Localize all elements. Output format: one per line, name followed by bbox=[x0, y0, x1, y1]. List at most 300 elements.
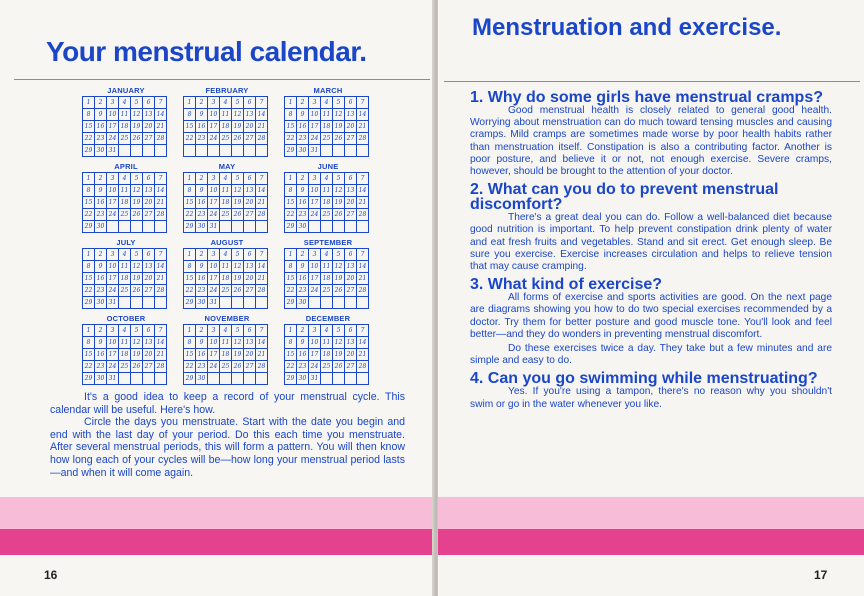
day-cell[interactable] bbox=[119, 297, 131, 309]
day-cell[interactable] bbox=[345, 297, 357, 309]
day-cell[interactable] bbox=[232, 221, 244, 233]
day-cell[interactable]: 7 bbox=[256, 325, 268, 337]
day-cell[interactable] bbox=[119, 373, 131, 385]
day-cell[interactable]: 21 bbox=[357, 197, 369, 209]
day-cell[interactable]: 25 bbox=[321, 361, 333, 373]
day-cell[interactable] bbox=[309, 297, 321, 309]
day-cell[interactable]: 27 bbox=[143, 209, 155, 221]
day-cell[interactable] bbox=[345, 373, 357, 385]
day-cell[interactable]: 5 bbox=[232, 325, 244, 337]
day-cell[interactable]: 2 bbox=[95, 325, 107, 337]
day-cell[interactable]: 18 bbox=[321, 273, 333, 285]
day-cell[interactable]: 2 bbox=[95, 97, 107, 109]
day-cell[interactable]: 6 bbox=[244, 173, 256, 185]
day-cell[interactable] bbox=[220, 221, 232, 233]
day-cell[interactable]: 21 bbox=[357, 121, 369, 133]
day-cell[interactable] bbox=[131, 373, 143, 385]
day-cell[interactable]: 22 bbox=[184, 361, 196, 373]
day-cell[interactable]: 3 bbox=[309, 249, 321, 261]
day-cell[interactable]: 13 bbox=[244, 109, 256, 121]
day-cell[interactable]: 29 bbox=[285, 221, 297, 233]
day-cell[interactable]: 18 bbox=[321, 121, 333, 133]
day-cell[interactable]: 21 bbox=[256, 197, 268, 209]
day-cell[interactable]: 21 bbox=[155, 197, 167, 209]
day-cell[interactable]: 9 bbox=[95, 109, 107, 121]
day-cell[interactable]: 5 bbox=[232, 173, 244, 185]
day-cell[interactable] bbox=[155, 297, 167, 309]
day-cell[interactable]: 5 bbox=[131, 325, 143, 337]
day-cell[interactable]: 16 bbox=[297, 197, 309, 209]
day-cell[interactable]: 5 bbox=[131, 97, 143, 109]
day-cell[interactable]: 4 bbox=[220, 249, 232, 261]
day-cell[interactable]: 8 bbox=[83, 109, 95, 121]
day-cell[interactable] bbox=[357, 297, 369, 309]
day-cell[interactable]: 6 bbox=[143, 97, 155, 109]
day-cell[interactable]: 6 bbox=[244, 325, 256, 337]
day-cell[interactable] bbox=[357, 145, 369, 157]
day-cell[interactable]: 25 bbox=[220, 209, 232, 221]
day-cell[interactable]: 15 bbox=[285, 197, 297, 209]
day-cell[interactable]: 18 bbox=[321, 349, 333, 361]
day-cell[interactable]: 16 bbox=[297, 121, 309, 133]
day-cell[interactable]: 22 bbox=[83, 209, 95, 221]
day-cell[interactable]: 22 bbox=[83, 361, 95, 373]
day-cell[interactable]: 19 bbox=[131, 349, 143, 361]
day-cell[interactable]: 17 bbox=[208, 349, 220, 361]
day-cell[interactable]: 4 bbox=[119, 249, 131, 261]
day-cell[interactable]: 14 bbox=[155, 109, 167, 121]
day-cell[interactable]: 12 bbox=[333, 109, 345, 121]
day-cell[interactable]: 25 bbox=[321, 133, 333, 145]
day-cell[interactable]: 24 bbox=[208, 133, 220, 145]
day-cell[interactable]: 28 bbox=[357, 285, 369, 297]
day-cell[interactable] bbox=[184, 145, 196, 157]
day-cell[interactable]: 8 bbox=[83, 261, 95, 273]
day-cell[interactable]: 1 bbox=[83, 325, 95, 337]
day-cell[interactable] bbox=[256, 373, 268, 385]
day-cell[interactable]: 30 bbox=[95, 145, 107, 157]
day-cell[interactable]: 18 bbox=[220, 121, 232, 133]
day-cell[interactable]: 7 bbox=[155, 325, 167, 337]
day-cell[interactable]: 17 bbox=[107, 273, 119, 285]
day-cell[interactable]: 27 bbox=[345, 133, 357, 145]
day-cell[interactable] bbox=[155, 373, 167, 385]
day-cell[interactable]: 23 bbox=[95, 133, 107, 145]
day-cell[interactable]: 15 bbox=[184, 349, 196, 361]
day-cell[interactable] bbox=[232, 145, 244, 157]
day-cell[interactable]: 4 bbox=[321, 97, 333, 109]
day-cell[interactable]: 30 bbox=[297, 297, 309, 309]
day-cell[interactable]: 27 bbox=[143, 285, 155, 297]
day-cell[interactable]: 4 bbox=[321, 325, 333, 337]
day-cell[interactable]: 18 bbox=[119, 121, 131, 133]
day-cell[interactable]: 1 bbox=[184, 97, 196, 109]
day-cell[interactable]: 3 bbox=[309, 325, 321, 337]
day-cell[interactable] bbox=[321, 297, 333, 309]
day-cell[interactable]: 16 bbox=[95, 197, 107, 209]
day-cell[interactable]: 17 bbox=[107, 349, 119, 361]
day-cell[interactable]: 17 bbox=[208, 197, 220, 209]
day-cell[interactable]: 26 bbox=[232, 361, 244, 373]
day-cell[interactable]: 15 bbox=[83, 121, 95, 133]
day-cell[interactable]: 5 bbox=[333, 173, 345, 185]
day-cell[interactable]: 8 bbox=[184, 261, 196, 273]
day-cell[interactable]: 25 bbox=[119, 209, 131, 221]
day-cell[interactable] bbox=[333, 297, 345, 309]
day-cell[interactable]: 25 bbox=[119, 285, 131, 297]
day-cell[interactable]: 16 bbox=[297, 273, 309, 285]
day-cell[interactable]: 31 bbox=[107, 297, 119, 309]
day-cell[interactable]: 20 bbox=[244, 197, 256, 209]
day-cell[interactable]: 20 bbox=[143, 349, 155, 361]
day-cell[interactable]: 13 bbox=[143, 337, 155, 349]
day-cell[interactable]: 13 bbox=[143, 185, 155, 197]
day-cell[interactable]: 26 bbox=[333, 361, 345, 373]
day-cell[interactable]: 13 bbox=[345, 261, 357, 273]
day-cell[interactable]: 4 bbox=[119, 173, 131, 185]
day-cell[interactable]: 13 bbox=[143, 109, 155, 121]
day-cell[interactable]: 11 bbox=[119, 337, 131, 349]
day-cell[interactable]: 24 bbox=[208, 209, 220, 221]
day-cell[interactable]: 8 bbox=[184, 185, 196, 197]
day-cell[interactable]: 15 bbox=[83, 197, 95, 209]
day-cell[interactable]: 30 bbox=[196, 221, 208, 233]
day-cell[interactable]: 8 bbox=[285, 109, 297, 121]
day-cell[interactable]: 30 bbox=[95, 221, 107, 233]
day-cell[interactable]: 20 bbox=[244, 273, 256, 285]
day-cell[interactable]: 17 bbox=[107, 121, 119, 133]
day-cell[interactable]: 6 bbox=[244, 249, 256, 261]
day-cell[interactable]: 17 bbox=[309, 349, 321, 361]
day-cell[interactable]: 2 bbox=[297, 173, 309, 185]
day-cell[interactable]: 11 bbox=[119, 109, 131, 121]
day-cell[interactable]: 26 bbox=[333, 285, 345, 297]
day-cell[interactable]: 28 bbox=[155, 209, 167, 221]
day-cell[interactable]: 17 bbox=[208, 121, 220, 133]
day-cell[interactable]: 10 bbox=[107, 337, 119, 349]
day-cell[interactable]: 28 bbox=[155, 361, 167, 373]
day-cell[interactable]: 23 bbox=[95, 361, 107, 373]
day-cell[interactable] bbox=[107, 221, 119, 233]
day-cell[interactable]: 18 bbox=[119, 197, 131, 209]
day-cell[interactable]: 1 bbox=[184, 325, 196, 337]
day-cell[interactable]: 15 bbox=[285, 273, 297, 285]
day-cell[interactable]: 18 bbox=[119, 349, 131, 361]
day-cell[interactable]: 3 bbox=[107, 173, 119, 185]
day-cell[interactable]: 22 bbox=[285, 133, 297, 145]
day-cell[interactable]: 14 bbox=[357, 109, 369, 121]
day-cell[interactable]: 17 bbox=[208, 273, 220, 285]
day-cell[interactable]: 27 bbox=[244, 133, 256, 145]
day-cell[interactable]: 10 bbox=[309, 261, 321, 273]
day-cell[interactable]: 3 bbox=[107, 325, 119, 337]
day-cell[interactable]: 31 bbox=[107, 145, 119, 157]
day-cell[interactable] bbox=[256, 221, 268, 233]
day-cell[interactable]: 11 bbox=[220, 337, 232, 349]
day-cell[interactable]: 1 bbox=[285, 325, 297, 337]
day-cell[interactable] bbox=[208, 373, 220, 385]
day-cell[interactable]: 5 bbox=[131, 249, 143, 261]
day-cell[interactable] bbox=[244, 297, 256, 309]
day-cell[interactable]: 16 bbox=[196, 349, 208, 361]
day-cell[interactable]: 9 bbox=[196, 109, 208, 121]
day-cell[interactable]: 28 bbox=[357, 133, 369, 145]
day-cell[interactable] bbox=[131, 145, 143, 157]
day-cell[interactable]: 28 bbox=[155, 285, 167, 297]
day-cell[interactable]: 19 bbox=[232, 121, 244, 133]
day-cell[interactable] bbox=[220, 373, 232, 385]
day-cell[interactable]: 30 bbox=[196, 373, 208, 385]
day-cell[interactable]: 1 bbox=[83, 249, 95, 261]
day-cell[interactable]: 21 bbox=[357, 349, 369, 361]
day-cell[interactable] bbox=[143, 145, 155, 157]
day-cell[interactable]: 9 bbox=[196, 261, 208, 273]
day-cell[interactable] bbox=[357, 221, 369, 233]
day-cell[interactable]: 24 bbox=[107, 361, 119, 373]
day-cell[interactable]: 8 bbox=[285, 185, 297, 197]
day-cell[interactable]: 20 bbox=[345, 121, 357, 133]
day-cell[interactable]: 24 bbox=[309, 361, 321, 373]
day-cell[interactable]: 6 bbox=[345, 97, 357, 109]
day-cell[interactable]: 9 bbox=[196, 337, 208, 349]
day-cell[interactable] bbox=[232, 373, 244, 385]
day-cell[interactable]: 1 bbox=[184, 173, 196, 185]
day-cell[interactable]: 19 bbox=[333, 197, 345, 209]
day-cell[interactable]: 7 bbox=[256, 173, 268, 185]
day-cell[interactable]: 14 bbox=[256, 337, 268, 349]
day-cell[interactable]: 21 bbox=[155, 273, 167, 285]
day-cell[interactable]: 6 bbox=[345, 325, 357, 337]
day-cell[interactable] bbox=[357, 373, 369, 385]
day-cell[interactable]: 26 bbox=[131, 361, 143, 373]
day-cell[interactable]: 19 bbox=[333, 121, 345, 133]
day-cell[interactable]: 27 bbox=[244, 209, 256, 221]
day-cell[interactable]: 12 bbox=[232, 185, 244, 197]
day-cell[interactable]: 10 bbox=[309, 337, 321, 349]
day-cell[interactable]: 27 bbox=[345, 285, 357, 297]
day-cell[interactable]: 13 bbox=[345, 337, 357, 349]
day-cell[interactable]: 17 bbox=[107, 197, 119, 209]
day-cell[interactable]: 28 bbox=[256, 361, 268, 373]
day-cell[interactable]: 15 bbox=[285, 121, 297, 133]
day-cell[interactable]: 14 bbox=[256, 185, 268, 197]
day-cell[interactable]: 23 bbox=[297, 133, 309, 145]
day-cell[interactable]: 15 bbox=[184, 197, 196, 209]
day-cell[interactable]: 19 bbox=[333, 349, 345, 361]
day-cell[interactable]: 18 bbox=[321, 197, 333, 209]
day-cell[interactable]: 22 bbox=[184, 133, 196, 145]
day-cell[interactable] bbox=[244, 373, 256, 385]
day-cell[interactable]: 21 bbox=[155, 349, 167, 361]
day-cell[interactable]: 18 bbox=[220, 273, 232, 285]
day-cell[interactable]: 27 bbox=[143, 133, 155, 145]
day-cell[interactable]: 2 bbox=[297, 249, 309, 261]
day-cell[interactable]: 26 bbox=[333, 133, 345, 145]
day-cell[interactable]: 9 bbox=[95, 261, 107, 273]
day-cell[interactable] bbox=[119, 145, 131, 157]
day-cell[interactable] bbox=[220, 145, 232, 157]
day-cell[interactable]: 20 bbox=[345, 349, 357, 361]
day-cell[interactable] bbox=[131, 221, 143, 233]
day-cell[interactable]: 3 bbox=[309, 97, 321, 109]
day-cell[interactable]: 11 bbox=[220, 109, 232, 121]
day-cell[interactable]: 28 bbox=[155, 133, 167, 145]
day-cell[interactable]: 9 bbox=[297, 337, 309, 349]
day-cell[interactable] bbox=[143, 373, 155, 385]
day-cell[interactable]: 2 bbox=[196, 325, 208, 337]
day-cell[interactable]: 26 bbox=[232, 285, 244, 297]
day-cell[interactable] bbox=[244, 145, 256, 157]
day-cell[interactable]: 6 bbox=[345, 249, 357, 261]
day-cell[interactable]: 8 bbox=[184, 337, 196, 349]
day-cell[interactable]: 29 bbox=[184, 373, 196, 385]
day-cell[interactable]: 4 bbox=[220, 173, 232, 185]
day-cell[interactable]: 7 bbox=[256, 249, 268, 261]
day-cell[interactable]: 23 bbox=[297, 285, 309, 297]
day-cell[interactable]: 11 bbox=[321, 109, 333, 121]
day-cell[interactable]: 27 bbox=[143, 361, 155, 373]
day-cell[interactable]: 5 bbox=[232, 97, 244, 109]
day-cell[interactable]: 30 bbox=[297, 145, 309, 157]
day-cell[interactable]: 10 bbox=[208, 337, 220, 349]
day-cell[interactable]: 7 bbox=[256, 97, 268, 109]
day-cell[interactable]: 14 bbox=[357, 261, 369, 273]
day-cell[interactable] bbox=[220, 297, 232, 309]
day-cell[interactable]: 16 bbox=[297, 349, 309, 361]
day-cell[interactable]: 1 bbox=[184, 249, 196, 261]
day-cell[interactable]: 1 bbox=[285, 97, 297, 109]
day-cell[interactable]: 30 bbox=[297, 373, 309, 385]
day-cell[interactable]: 10 bbox=[107, 261, 119, 273]
day-cell[interactable]: 4 bbox=[119, 97, 131, 109]
day-cell[interactable]: 21 bbox=[256, 273, 268, 285]
day-cell[interactable]: 27 bbox=[244, 285, 256, 297]
day-cell[interactable] bbox=[143, 221, 155, 233]
day-cell[interactable]: 8 bbox=[83, 337, 95, 349]
day-cell[interactable]: 14 bbox=[155, 261, 167, 273]
day-cell[interactable]: 29 bbox=[285, 373, 297, 385]
day-cell[interactable]: 6 bbox=[143, 249, 155, 261]
day-cell[interactable]: 19 bbox=[232, 197, 244, 209]
day-cell[interactable]: 10 bbox=[208, 261, 220, 273]
day-cell[interactable]: 28 bbox=[256, 285, 268, 297]
day-cell[interactable]: 12 bbox=[131, 261, 143, 273]
day-cell[interactable]: 10 bbox=[107, 185, 119, 197]
day-cell[interactable]: 9 bbox=[95, 185, 107, 197]
day-cell[interactable]: 13 bbox=[244, 337, 256, 349]
day-cell[interactable]: 28 bbox=[357, 209, 369, 221]
day-cell[interactable]: 26 bbox=[131, 133, 143, 145]
day-cell[interactable]: 23 bbox=[196, 361, 208, 373]
day-cell[interactable] bbox=[309, 221, 321, 233]
day-cell[interactable]: 16 bbox=[95, 273, 107, 285]
day-cell[interactable]: 3 bbox=[107, 249, 119, 261]
day-cell[interactable]: 29 bbox=[83, 221, 95, 233]
day-cell[interactable]: 27 bbox=[345, 361, 357, 373]
day-cell[interactable]: 22 bbox=[184, 209, 196, 221]
day-cell[interactable] bbox=[119, 221, 131, 233]
day-cell[interactable]: 1 bbox=[83, 97, 95, 109]
day-cell[interactable]: 24 bbox=[309, 209, 321, 221]
day-cell[interactable]: 26 bbox=[232, 133, 244, 145]
day-cell[interactable]: 29 bbox=[83, 373, 95, 385]
day-cell[interactable]: 30 bbox=[297, 221, 309, 233]
day-cell[interactable]: 9 bbox=[297, 261, 309, 273]
day-cell[interactable]: 20 bbox=[345, 197, 357, 209]
day-cell[interactable]: 7 bbox=[155, 173, 167, 185]
day-cell[interactable]: 11 bbox=[220, 185, 232, 197]
day-cell[interactable]: 20 bbox=[244, 349, 256, 361]
day-cell[interactable]: 31 bbox=[107, 373, 119, 385]
day-cell[interactable]: 24 bbox=[309, 133, 321, 145]
day-cell[interactable]: 12 bbox=[333, 261, 345, 273]
day-cell[interactable]: 24 bbox=[107, 133, 119, 145]
day-cell[interactable] bbox=[196, 145, 208, 157]
day-cell[interactable]: 11 bbox=[119, 185, 131, 197]
day-cell[interactable]: 30 bbox=[196, 297, 208, 309]
day-cell[interactable]: 20 bbox=[244, 121, 256, 133]
day-cell[interactable]: 31 bbox=[309, 145, 321, 157]
day-cell[interactable]: 13 bbox=[244, 261, 256, 273]
day-cell[interactable]: 24 bbox=[107, 209, 119, 221]
day-cell[interactable]: 4 bbox=[220, 97, 232, 109]
day-cell[interactable]: 3 bbox=[208, 173, 220, 185]
day-cell[interactable]: 14 bbox=[256, 261, 268, 273]
day-cell[interactable]: 25 bbox=[321, 285, 333, 297]
day-cell[interactable]: 5 bbox=[131, 173, 143, 185]
day-cell[interactable]: 10 bbox=[107, 109, 119, 121]
day-cell[interactable]: 31 bbox=[208, 221, 220, 233]
day-cell[interactable]: 23 bbox=[297, 361, 309, 373]
day-cell[interactable]: 8 bbox=[285, 337, 297, 349]
day-cell[interactable]: 15 bbox=[184, 121, 196, 133]
day-cell[interactable]: 31 bbox=[208, 297, 220, 309]
day-cell[interactable] bbox=[345, 145, 357, 157]
day-cell[interactable]: 10 bbox=[309, 185, 321, 197]
day-cell[interactable]: 21 bbox=[357, 273, 369, 285]
day-cell[interactable]: 16 bbox=[196, 121, 208, 133]
day-cell[interactable]: 2 bbox=[297, 97, 309, 109]
day-cell[interactable]: 29 bbox=[184, 297, 196, 309]
day-cell[interactable]: 19 bbox=[131, 273, 143, 285]
day-cell[interactable]: 15 bbox=[83, 349, 95, 361]
day-cell[interactable]: 12 bbox=[131, 337, 143, 349]
day-cell[interactable]: 23 bbox=[95, 209, 107, 221]
day-cell[interactable]: 6 bbox=[244, 97, 256, 109]
day-cell[interactable]: 20 bbox=[143, 121, 155, 133]
day-cell[interactable]: 25 bbox=[220, 285, 232, 297]
day-cell[interactable]: 28 bbox=[256, 209, 268, 221]
day-cell[interactable]: 13 bbox=[345, 109, 357, 121]
day-cell[interactable]: 1 bbox=[285, 173, 297, 185]
day-cell[interactable]: 25 bbox=[321, 209, 333, 221]
day-cell[interactable]: 3 bbox=[208, 249, 220, 261]
day-cell[interactable]: 13 bbox=[345, 185, 357, 197]
day-cell[interactable]: 3 bbox=[107, 97, 119, 109]
day-cell[interactable]: 17 bbox=[309, 121, 321, 133]
day-cell[interactable]: 11 bbox=[220, 261, 232, 273]
day-cell[interactable]: 25 bbox=[220, 133, 232, 145]
day-cell[interactable]: 8 bbox=[285, 261, 297, 273]
day-cell[interactable]: 18 bbox=[119, 273, 131, 285]
day-cell[interactable]: 5 bbox=[333, 325, 345, 337]
day-cell[interactable]: 15 bbox=[184, 273, 196, 285]
day-cell[interactable]: 2 bbox=[196, 173, 208, 185]
day-cell[interactable]: 28 bbox=[256, 133, 268, 145]
day-cell[interactable]: 25 bbox=[119, 361, 131, 373]
day-cell[interactable]: 26 bbox=[131, 285, 143, 297]
day-cell[interactable]: 30 bbox=[95, 373, 107, 385]
